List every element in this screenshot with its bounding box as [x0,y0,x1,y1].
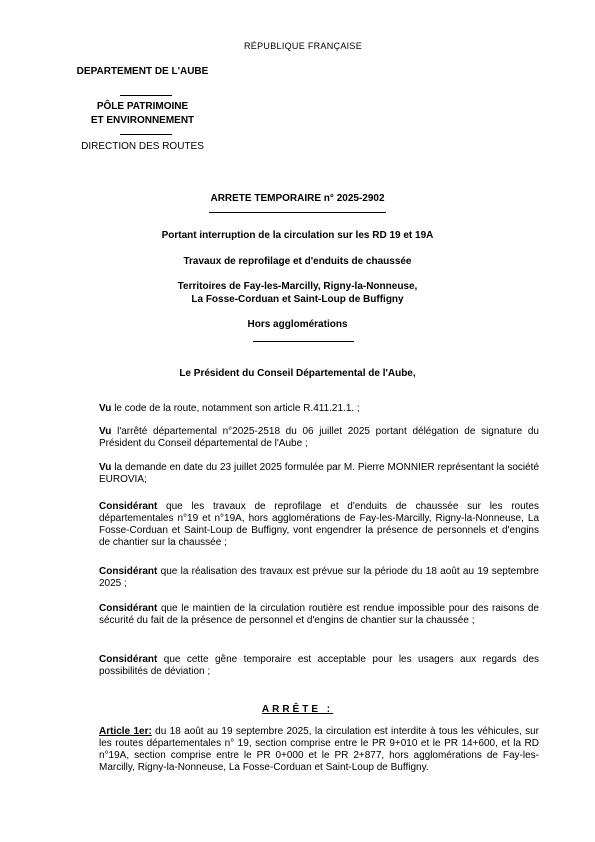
consideration-keyword: Vu [99,403,112,414]
territoires-line1: Territoires de Fay-les-Marcilly, Rigny-la-Nonneuse, [177,281,418,292]
travaux-line: Travaux de reprofilage et d'enduits de chaussée [183,256,412,267]
consideration-text: que la réalisation des travaux est prévue sur la période du 18 août au 19 septembre 2025 ; [99,566,539,589]
consideration [99,566,539,590]
consideration [99,426,539,450]
direction-label: DIRECTION DES ROUTES [81,141,204,152]
objet-line: Portant interruption de la circulation sur les RD 19 et 19A [161,230,434,241]
consideration-keyword: Vu [99,426,112,437]
consideration-keyword: Considérant [99,603,158,614]
hors-agglomerations: Hors agglomérations [247,319,348,330]
consideration-keyword: Vu [99,462,112,473]
consideration [99,654,539,678]
consideration-text: la demande en date du 23 juillet 2025 formulée par M. Pierre MONNIER représentant la société EUROVIA; [99,462,539,485]
consideration-text: que cette gêne temporaire est acceptable pour les usagers aux regards des possibilités de déviation ; [99,654,539,677]
consideration-keyword: Considérant [99,566,158,577]
consideration [99,403,539,415]
consideration-text: que le maintien de la circulation routière est rendue impossible pour des raisons de sécurité du fait de la présence de personnel et d'engins de chantier sur la chaussée ; [99,603,539,626]
divider [120,95,172,96]
consideration [99,501,539,549]
arrete-heading: ARRÊTE : [261,704,334,715]
consideration-text: que les travaux de reprofilage et d'enduits de chaussée sur les routes départementales n°19 et n°19A, hors agglomérations de Fay-les-Marcilly, Rigny-la-Nonneuse, La Fosse-Corduan et Saint-Loup de Buffigny, vont engendrer la présence de personnels et d'engins de chantier sur la chaussée ; [99,501,539,548]
consideration-text: l'arrêté départemental n°2025-2518 du 06 juillet 2025 portant délégation de signature du Président du Conseil départemental de l'Aube ; [99,426,539,449]
article-label: Article 1er: [99,726,152,737]
territoires-line2: La Fosse-Corduan et Saint-Loup de Buffigny [191,294,404,305]
consideration-keyword: Considérant [99,654,158,665]
arrete-number: ARRETE TEMPORAIRE n° 2025-2902 [210,193,385,204]
divider [253,341,354,342]
republique-header: RÉPUBLIQUE FRANÇAISE [244,41,363,51]
departement-label: DEPARTEMENT DE L'AUBE [76,66,209,77]
divider [209,212,386,213]
divider [120,134,172,135]
consideration [99,462,539,486]
consideration-keyword: Considérant [99,501,158,512]
pole-label-line2: ET ENVIRONNEMENT [90,115,195,126]
consideration [99,603,539,627]
president-line: Le Président du Conseil Départemental de l'Aube, [179,368,416,379]
article-text: du 18 août au 19 septembre 2025, la circulation est interdite à tous les véhicules, sur les routes départementales n° 19, section comprise entre le PR 9+010 et le PR 14+600, et la RD n°19A, section comprise entre le PR 0+000 et le PR 2+877, hors agglomérations de Fay-les-Marcilly, Rigny-la-Nonneuse, La Fosse-Corduan et Saint-Loup de Buffigny. [99,726,539,773]
article-1 [99,726,539,774]
pole-label-line1: PÔLE PATRIMOINE [96,101,189,112]
consideration-text: le code de la route, notamment son article R.411.21.1. ; [111,403,360,414]
